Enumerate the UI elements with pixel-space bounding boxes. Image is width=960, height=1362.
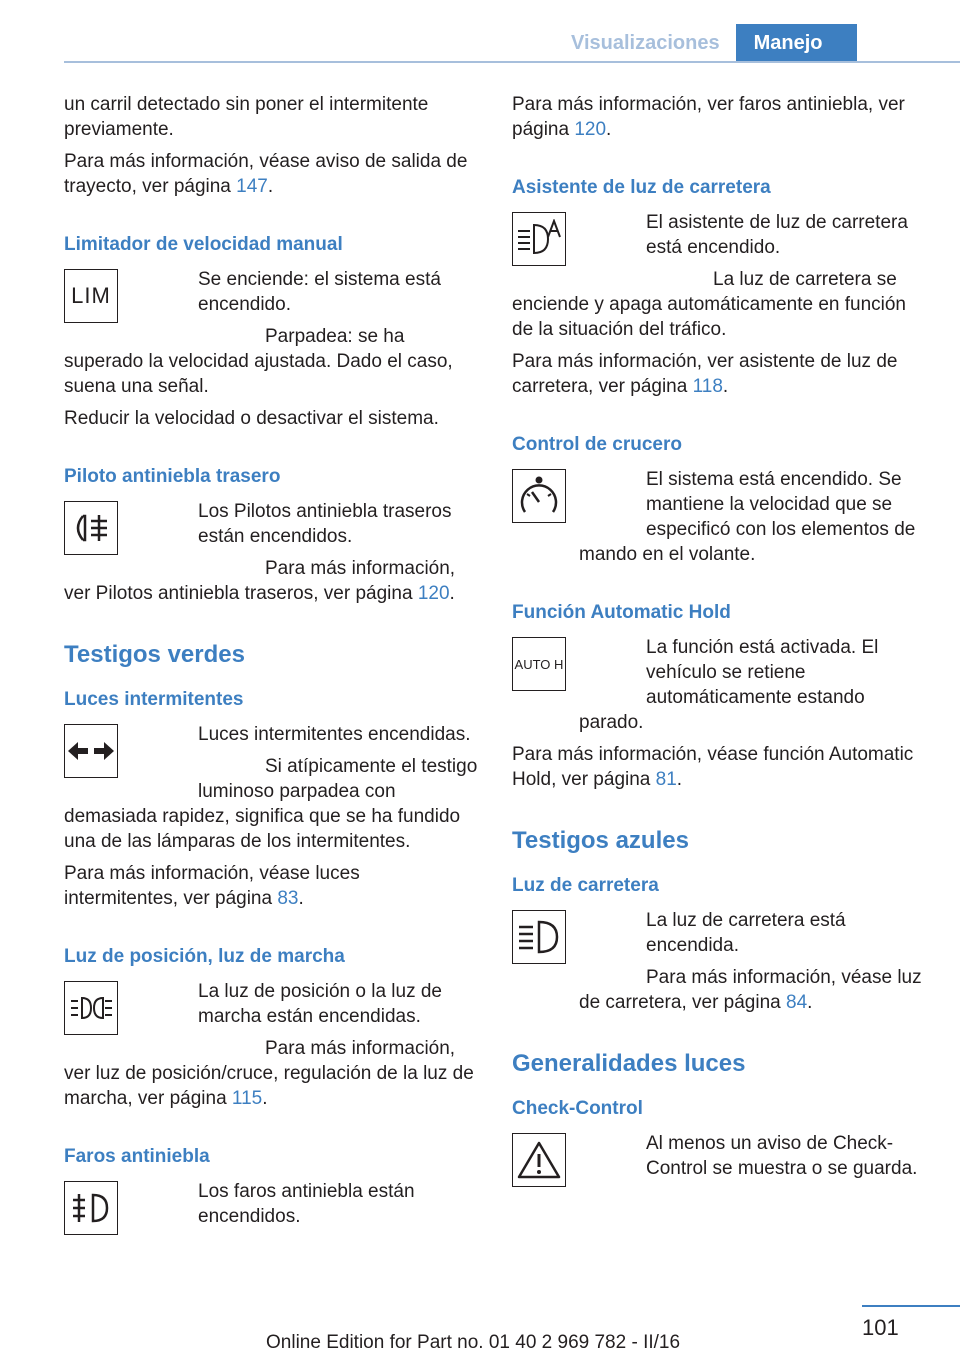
paragraph: Para más información, ver asistente de luz de carretera, ver página 118. bbox=[512, 351, 898, 397]
entry-high-beam bbox=[512, 908, 926, 1015]
turn-signal-icon bbox=[64, 724, 118, 778]
paragraph: El sistema está encendido. Se mantiene la velocidad que se especificó con los elementos de mando en el volante. bbox=[579, 469, 916, 565]
page-number: 101 bbox=[862, 1315, 899, 1340]
entry-high-beam-assist bbox=[512, 210, 926, 399]
left-column bbox=[64, 92, 478, 1237]
paragraph: La luz de carretera se enciende y apaga automáticamente en función de la situación del tráfico. bbox=[512, 269, 906, 340]
section-title-limiter: Limitador de velocidad manual bbox=[64, 234, 343, 255]
paragraph: Los Pilotos antiniebla traseros están encendidos. bbox=[198, 501, 452, 547]
section-title-high-beam-assist: Asistente de luz de carretera bbox=[512, 177, 771, 198]
high-beam-assist-icon bbox=[512, 212, 566, 266]
page-link[interactable]: 83 bbox=[277, 888, 299, 909]
entry-limiter bbox=[64, 267, 478, 431]
section-title-check-control: Check-Control bbox=[512, 1098, 643, 1119]
section-title-auto-hold: Función Automatic Hold bbox=[512, 602, 731, 623]
paragraph: Para más información, véase aviso de salida de trayecto, ver página 147. bbox=[64, 151, 468, 197]
position-light-icon bbox=[64, 981, 118, 1035]
paragraph: Para más información, véase función Automatic Hold, ver página 81. bbox=[512, 744, 914, 790]
paragraph: Para más información, véase luz de carretera, ver página 84. bbox=[579, 967, 922, 1013]
auto-hold-icon: AUTO H bbox=[512, 637, 566, 691]
paragraph: La luz de carretera está encendida. bbox=[646, 910, 846, 956]
entry-turn bbox=[64, 722, 478, 911]
entry-check-control bbox=[512, 1131, 926, 1181]
entry-rear-fog bbox=[64, 499, 478, 606]
section-title-position: Luz de posición, luz de marcha bbox=[64, 946, 345, 967]
section-title-turn: Luces intermitentes bbox=[64, 689, 244, 710]
paragraph: Se enciende: el sistema está encendido. bbox=[198, 269, 441, 315]
tab-visualizaciones[interactable]: Visualizaciones bbox=[571, 32, 720, 54]
section-heading-green: Testigos verdes bbox=[64, 641, 245, 668]
footer-rule bbox=[862, 1305, 960, 1307]
paragraph: Si atípicamente el testigo luminoso parpadea con demasiada rapidez, significa que se ha fundido una de las lámparas de los intermitentes. bbox=[64, 756, 478, 852]
entry-cruise bbox=[512, 467, 926, 567]
tab-manejo[interactable]: Manejo bbox=[736, 24, 857, 62]
page-link[interactable]: 81 bbox=[655, 769, 677, 790]
paragraph: La función está activada. El vehículo se retiene automáticamente estando parado. bbox=[579, 637, 879, 733]
paragraph: La luz de posición o la luz de marcha están encendidas. bbox=[198, 981, 442, 1027]
header-rule bbox=[64, 61, 960, 63]
paragraph: Para más información, ver faros antiniebla, ver página 120. bbox=[512, 94, 905, 140]
section-heading-general: Generalidades luces bbox=[512, 1050, 746, 1077]
page-link[interactable]: 84 bbox=[786, 992, 808, 1013]
paragraph: Al menos un aviso de Check-Control se muestra o se guarda. bbox=[646, 1133, 918, 1179]
lim-icon: LIM bbox=[64, 269, 118, 323]
section-title-cruise: Control de crucero bbox=[512, 434, 682, 455]
page-link[interactable]: 115 bbox=[231, 1088, 263, 1109]
page-link[interactable]: 147 bbox=[236, 176, 268, 197]
page-link[interactable]: 120 bbox=[574, 119, 607, 140]
front-fog-light-icon bbox=[64, 1181, 118, 1235]
cruise-control-icon bbox=[512, 469, 566, 523]
right-column bbox=[512, 92, 926, 1189]
paragraph: Para más información, véase luces intermitentes, ver página 83. bbox=[64, 863, 360, 909]
page-link[interactable]: 118 bbox=[692, 376, 723, 397]
paragraph: Reducir la velocidad o desactivar el sistema. bbox=[64, 408, 439, 429]
paragraph: Para más información, ver Pilotos antiniebla traseros, ver página 120. bbox=[64, 558, 456, 604]
paragraph: Para más información, ver luz de posición/cruce, regulación de la luz de marcha, ver página 115. bbox=[64, 1038, 474, 1109]
rear-fog-light-icon bbox=[64, 501, 118, 555]
page-link[interactable]: 120 bbox=[417, 583, 450, 604]
entry-front-fog bbox=[64, 1179, 478, 1229]
paragraph: Luces intermitentes encendidas. bbox=[198, 724, 471, 745]
warning-triangle-icon bbox=[512, 1133, 566, 1187]
high-beam-icon bbox=[512, 910, 566, 964]
edition-footer: Online Edition for Part no. 01 40 2 969 782 - II/16 bbox=[266, 1332, 681, 1353]
paragraph: El asistente de luz de carretera está encendido. bbox=[646, 212, 908, 258]
entry-position bbox=[64, 979, 478, 1111]
paragraph: Los faros antiniebla están encendidos. bbox=[198, 1181, 415, 1227]
entry-auto-hold bbox=[512, 635, 926, 792]
section-title-front-fog: Faros antiniebla bbox=[64, 1146, 210, 1167]
paragraph: Parpadea: se ha superado la velocidad ajustada. Dado el caso, suena una señal. bbox=[64, 326, 453, 397]
paragraph: un carril detectado sin poner el intermitente previamente. bbox=[64, 94, 429, 140]
header-tabs bbox=[555, 24, 857, 62]
section-title-high-beam: Luz de carretera bbox=[512, 875, 659, 896]
section-title-rear-fog: Piloto antiniebla trasero bbox=[64, 466, 281, 487]
section-heading-blue: Testigos azules bbox=[512, 827, 689, 854]
